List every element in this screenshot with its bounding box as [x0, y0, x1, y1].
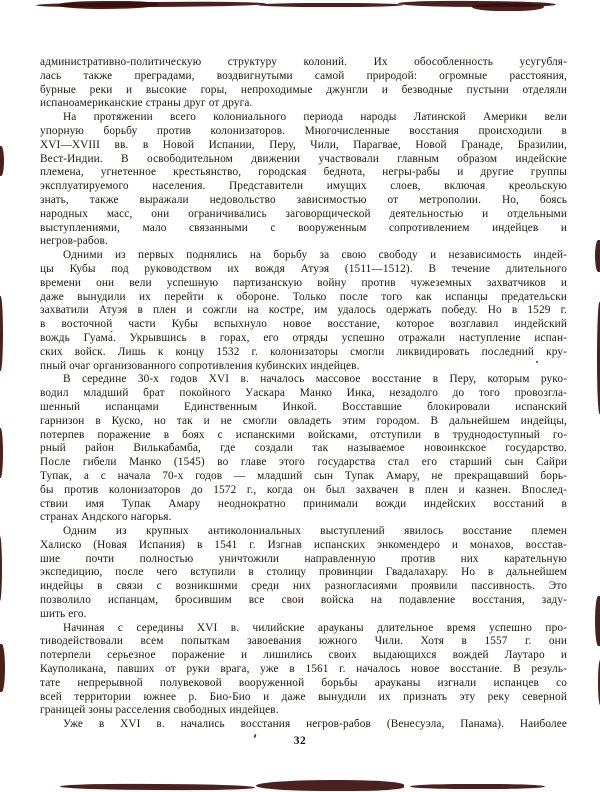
scan-artifact-left [0, 644, 5, 692]
text-line: племена, угнетенное крестьянство, городская беднота, негры-рабы и другие группы [40, 166, 567, 179]
scan-artifact-bottom [410, 784, 545, 789]
text-line: упорную борьбу против колонизаторов. Многочисленные восстания происходили в [40, 124, 567, 137]
text-line: Халиско (Новая Испания) в 1541 г. Изгнав испанских энкомендеро и монахов, восстав- [40, 538, 567, 551]
text-line: бы против колонизаторов до 1572 г., когда он был захвачен в плен и казнен. Впослед- [40, 483, 567, 496]
scan-artifact-right [595, 240, 600, 272]
text-line: странах Андского нагорья. [40, 511, 172, 524]
text-line: гарнизон в Куско, но так и не смогли овладеть этим городом. В дальнейшем индейцы, [40, 414, 567, 427]
text-line: После гибели Манко (1545) во главе этого государства стал его старший сын Сайри [40, 456, 567, 469]
text-line: административно-политическую структуру колоний. Их обособленность усугубля- [40, 56, 567, 68]
paragraph [40, 622, 567, 719]
text-line: XVI—XVIII вв. в Новой Испании, Перу, Чили, Парагвае, Новой Гранаде, Бразилии, [40, 138, 567, 151]
scan-artifact-left [0, 296, 3, 371]
page-number: 32 [293, 735, 307, 747]
text-line: границей зоны расселения свободных индейцев. [40, 704, 279, 717]
text-line: Начиная с середины XVI в. чилийские арауканы длительное время успешно про- [63, 621, 567, 634]
scan-artifact-left [0, 428, 3, 478]
paragraph [40, 56, 567, 111]
scan-artifact-top [472, 3, 544, 11]
paragraph [40, 373, 567, 525]
scan-artifact-top [58, 1, 158, 9]
text-line: рный район Вилькабамба, где создали так называемое новоинкское государство. [40, 442, 567, 455]
text-line: ствии имя Тупак Амару неоднократно принимали вожди индейских восстаний в [40, 497, 567, 510]
text-line: времени они вели успешную партизанскую войну против чужеземных захватчиков и [40, 276, 567, 289]
text-line: лась также преградами, воздвигнутыми самой природой: огромные расстояния, [40, 69, 567, 82]
text-line: Тупак, а с начала 70-х годов — младший сын Тупак Амару, не прекращавший борь- [40, 469, 567, 482]
text-line: захватили Атуэя в плен и сожгли на костре, им удалось одержать победу. Но в 1529 г. [40, 304, 567, 317]
text-line: В середине 30-х годов XVI в. началось массовое восстание в Перу, которым руко- [63, 373, 567, 386]
text-line: тате непрерывной полувековой вооруженной борьбы арауканы изгнали испанцев со [40, 676, 567, 689]
paragraph [40, 249, 567, 373]
text-line: вождь Гуама́. Укрывшись в горах, его отряды успешно отражали наступление испан- [40, 331, 567, 344]
text-line: Уже в XVI в. начались восстания негров-рабов (Венесуэла, Панама). Наиболее [63, 718, 567, 731]
text-line: всей территории южнее р. Био-Био и даже вынудили их признать эту реку северной [40, 690, 567, 703]
text-line: индейцы в связи с возникшими среди них разногласиями проявили пассивность. Это [40, 580, 567, 593]
scan-artifact-top [258, 3, 403, 7]
text-block [40, 56, 567, 732]
text-line: шие почти полностью уничтожили направленную против них карательную [40, 552, 567, 565]
text-line: эксплуатируемого населения. Представители имущих слоев, включая креольскую [40, 180, 567, 193]
text-line: Вест-Индии. В освободительном движении участвовали главным образом индейские [40, 152, 567, 165]
text-line: ских войск. Лишь к концу 1532 г. колонизаторы смогли ликвидировать последний кру- [40, 345, 567, 358]
paragraph [40, 525, 567, 622]
text-line: шить его. [40, 607, 87, 620]
text-line: негров-рабов. [40, 235, 108, 248]
text-line: народных масс, они ограничивались заговорщической деятельностью и отдельными [40, 207, 567, 220]
scan-artifact-bottom [60, 783, 255, 790]
text-line: Кауполикана, павших от руки врага, уже в 1561 г. началось новое восстание. В резуль- [40, 663, 567, 676]
scan-artifact-left [0, 536, 2, 601]
text-line: водил младший брат покойного Уаскара Манко Инка, незадолго до того провозгла- [40, 387, 567, 400]
paragraph [40, 111, 567, 249]
text-line: в восточной части Кубы вспыхнуло новое восстание, которое возглавил индейский [40, 318, 567, 331]
text-line: цы Кубы под руководством их вождя Атуэя (1511—1512). В течение длительного [40, 262, 567, 275]
text-line: шенный испанцами Единственным Инкой. Восставшие блокировали испанский [40, 400, 567, 413]
text-line: На протяжении всего колониального периода народы Латинской Америки вели [63, 111, 567, 124]
text-line: знать, также выражали недовольство зависимостью от метрополии. Но, боясь [40, 193, 567, 206]
text-line: потерпели серьезное поражение и лишились своих выдающихся вождей Лаутаро и [40, 649, 567, 662]
text-line: выступлениями, мало связанными с вооруженным сопротивлением индейцев и [40, 221, 567, 234]
scan-artifact-left [0, 146, 4, 176]
text-line: тиводействовали всем попыткам завоевания южного Чили. Хотя в 1557 г. они [40, 635, 567, 648]
scan-artifact-right [595, 596, 600, 646]
text-line: Одним из крупных антиколониальных выступлений явилось восстание племен [63, 525, 567, 538]
text-line: пный очаг организованного сопротивления кубинских индейцев. [40, 359, 360, 372]
text-line: Одними из первых поднялись на борьбу за свою свободу и независимость индей- [63, 249, 567, 262]
scan-artifact-bottom [256, 780, 404, 791]
text-line: потерпев поражение в боях с испанскими войсками, отступили в труднодоступный го- [40, 428, 567, 441]
text-line: испаноамериканские страны друг от друга. [40, 97, 253, 110]
paragraph [40, 718, 567, 732]
text-line: экспедицию, после чего вступили в столицу провинции Гвадалахару. Но в дальнейшем [40, 566, 567, 579]
text-line: бурные реки и высокие горы, непроходимые джунгли и безводные пустыни отделяли [40, 83, 567, 96]
text-line: даже вынудили их перейти к обороне. Только после того как испанцы предательски [40, 290, 567, 303]
text-line: позволило испанцам, бросившим все свои войска на подавление восстания, заду- [40, 594, 567, 607]
